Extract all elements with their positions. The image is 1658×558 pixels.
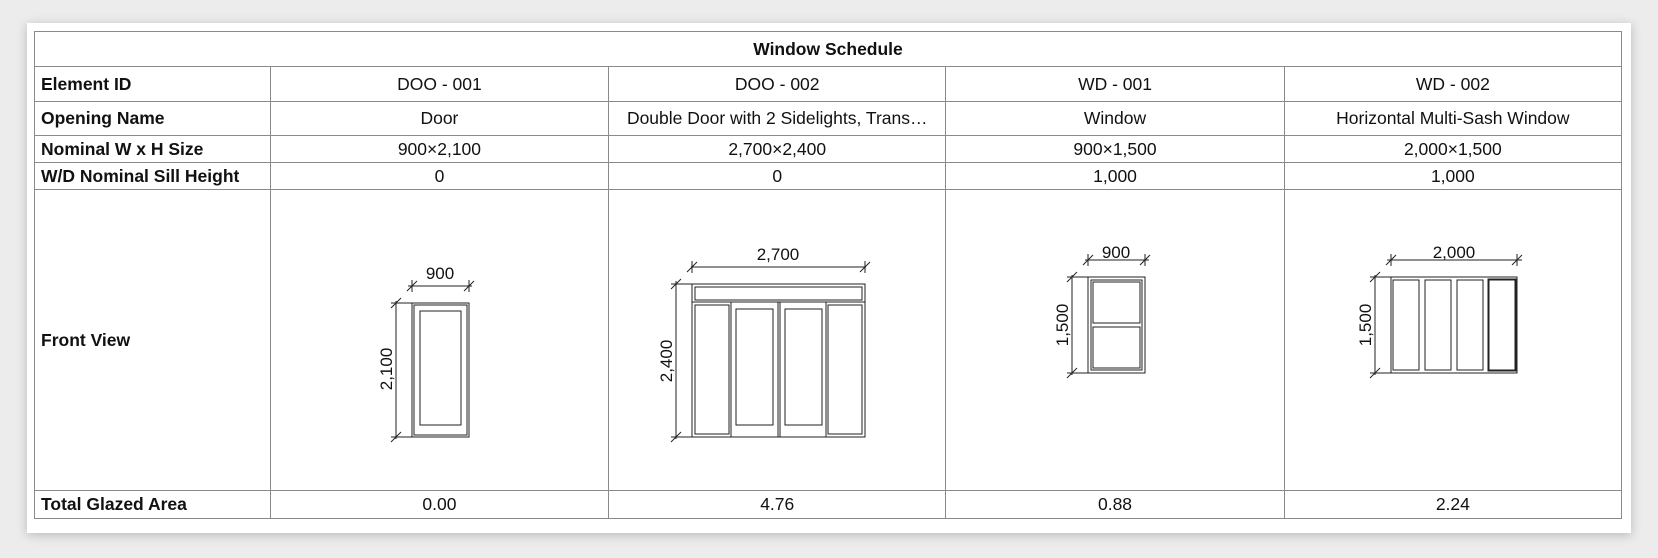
cell-size-4: 2,000×1,500	[1284, 136, 1621, 163]
cell-sill-4: 1,000	[1284, 163, 1621, 190]
cell-sill-3: 1,000	[946, 163, 1284, 190]
row-opening-name	[35, 101, 1622, 135]
cell-sill-2: 0	[609, 163, 946, 190]
row-element-id	[35, 67, 1622, 101]
cell-glazed-area-3: 0.88	[946, 490, 1284, 518]
cell-element-id-1: DOO - 001	[270, 67, 608, 101]
cell-glazed-area-4: 2.24	[1284, 490, 1621, 518]
row-front-view	[35, 190, 1622, 490]
front-view-window-1	[946, 190, 1284, 490]
front-view-door-1	[270, 190, 608, 490]
cell-size-1: 900×2,100	[270, 136, 608, 163]
window-1-width-dimension: 900	[1101, 243, 1131, 263]
door-2-height-dimension: 2,400	[656, 339, 676, 383]
cell-size-2: 2,700×2,400	[609, 136, 946, 163]
front-view-door-2	[609, 190, 946, 490]
cell-element-id-3: WD - 001	[946, 67, 1284, 101]
window-schedule-table	[34, 31, 1622, 519]
window-2-height-dimension: 1,500	[1355, 303, 1375, 347]
window-elevation-drawing	[957, 197, 1273, 483]
schedule-sheet	[27, 23, 1631, 533]
cell-element-id-2: DOO - 002	[609, 67, 946, 101]
double-door-elevation-drawing	[620, 197, 935, 483]
front-view-window-2	[1284, 190, 1621, 490]
cell-opening-name-2: Double Door with 2 Sidelights, Trans…	[609, 101, 946, 135]
row-label-sill-height: W/D Nominal Sill Height	[35, 163, 271, 190]
door-1-height-dimension: 2,100	[377, 347, 397, 391]
cell-glazed-area-2: 4.76	[609, 490, 946, 518]
row-label-element-id: Element ID	[35, 67, 271, 101]
cell-opening-name-1: Door	[270, 101, 608, 135]
window-1-height-dimension: 1,500	[1053, 303, 1073, 347]
multi-sash-window-elevation-drawing	[1295, 197, 1611, 483]
door-2-width-dimension: 2,700	[756, 245, 799, 265]
row-sill-height	[35, 163, 1622, 190]
cell-sill-1: 0	[270, 163, 608, 190]
window-2-width-dimension: 2,000	[1432, 243, 1476, 263]
cell-opening-name-3: Window	[946, 101, 1284, 135]
cell-opening-name-4: Horizontal Multi-Sash Window	[1284, 101, 1621, 135]
row-glazed-area	[35, 490, 1622, 518]
row-label-front-view: Front View	[35, 190, 271, 490]
cell-glazed-area-1: 0.00	[270, 490, 608, 518]
row-label-size: Nominal W x H Size	[35, 136, 271, 163]
row-label-opening-name: Opening Name	[35, 101, 271, 135]
cell-size-3: 900×1,500	[946, 136, 1284, 163]
door-elevation-drawing	[281, 197, 597, 483]
door-1-width-dimension: 900	[426, 264, 455, 284]
schedule-title: Window Schedule	[35, 32, 1622, 67]
row-size	[35, 136, 1622, 163]
row-label-glazed-area: Total Glazed Area	[35, 490, 271, 518]
cell-element-id-4: WD - 002	[1284, 67, 1621, 101]
